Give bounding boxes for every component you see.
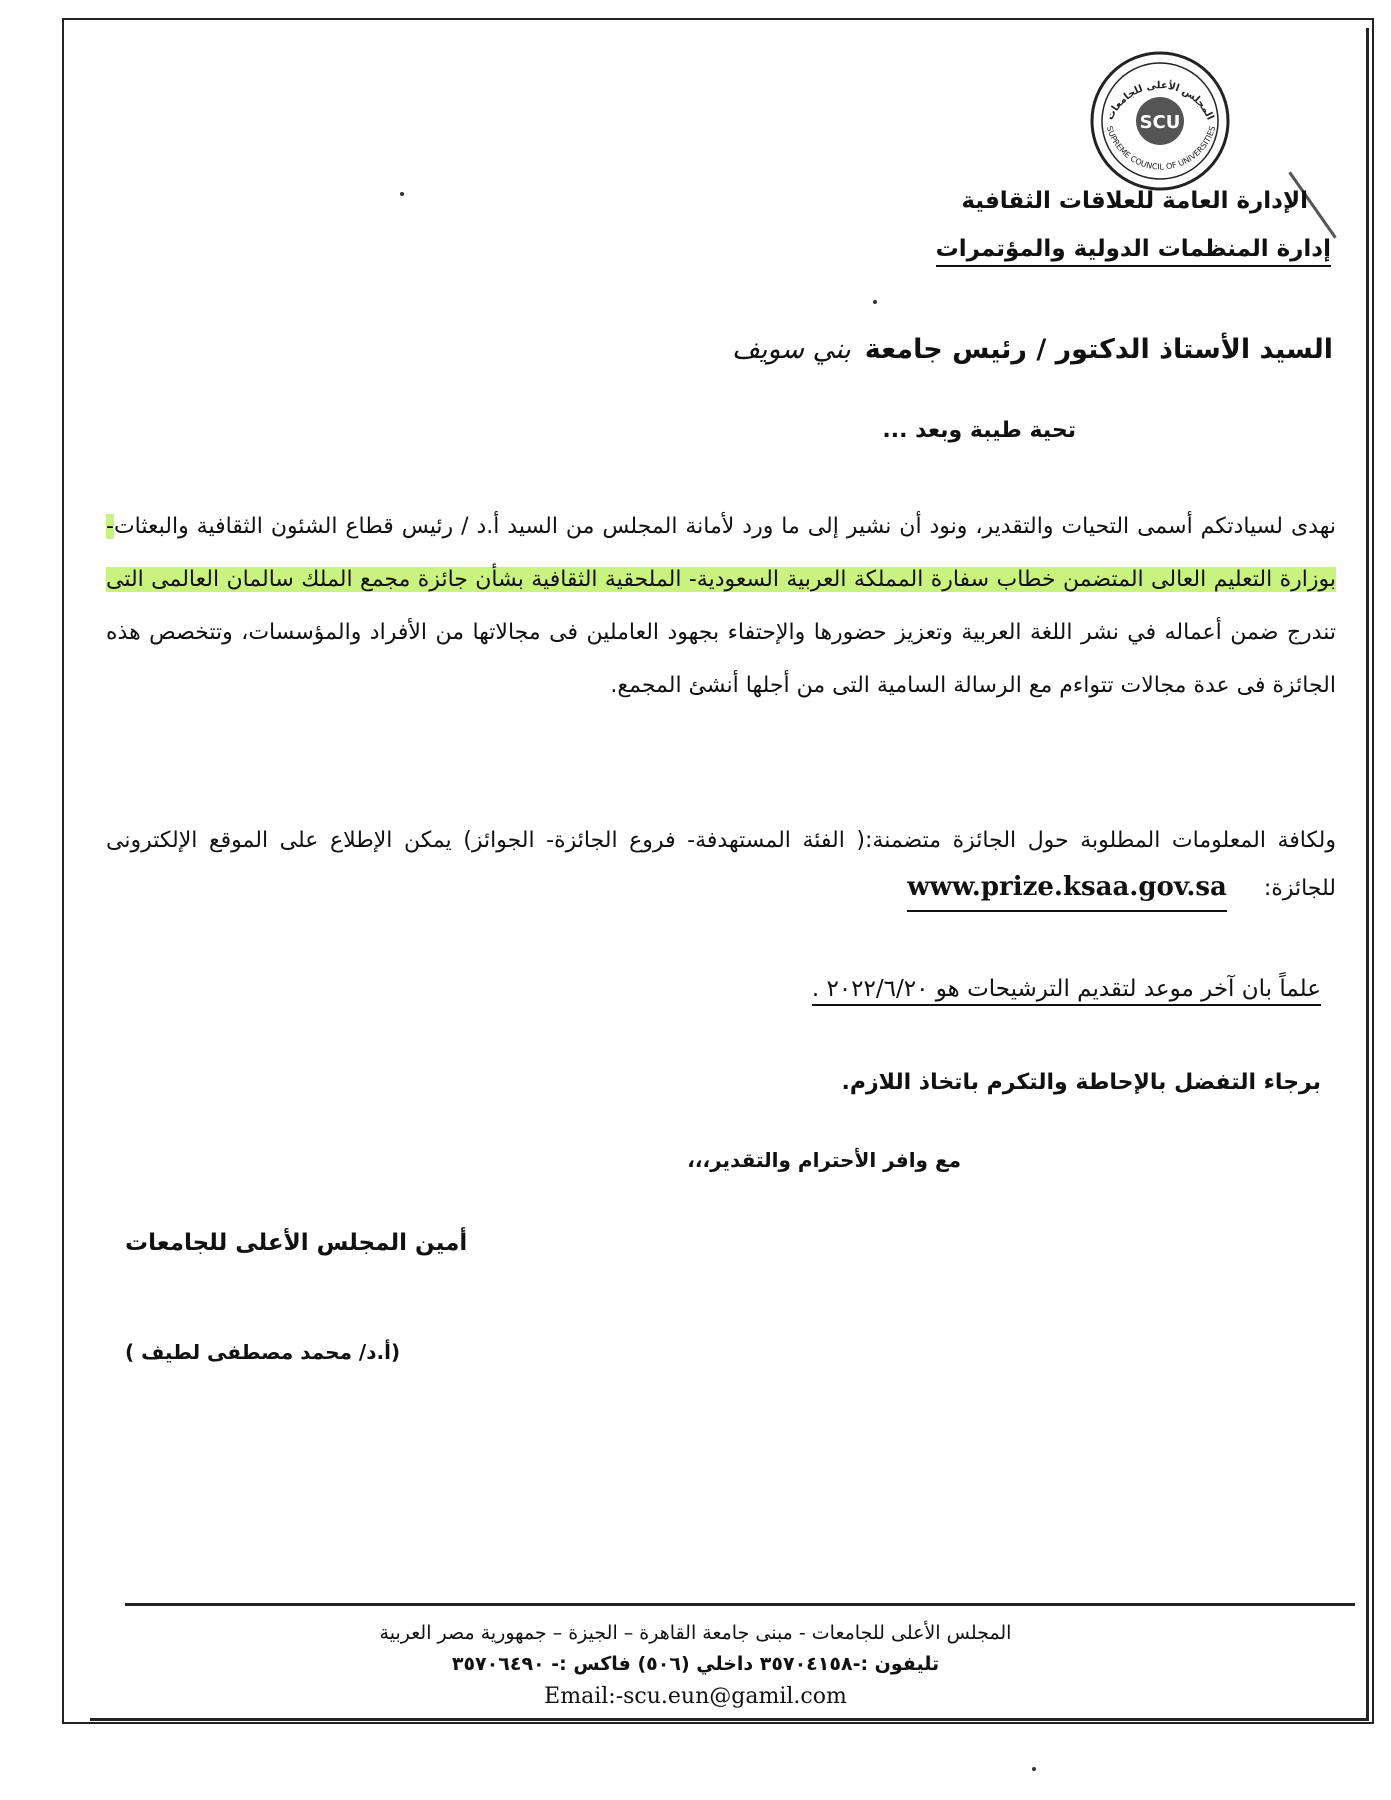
info-text: ولكافة المعلومات المطلوبة حول الجائزة متضمنة:( الفئة المستهدفة- فروع الجائزة- الجوائز) يمكن الإطلاع على الموقع الإلكترونى للجائزة: — [106, 828, 1336, 901]
department-title-2: إدارة المنظمات الدولية والمؤتمرات — [936, 236, 1331, 267]
department-title-1: الإدارة العامة للعلاقات الثقافية — [961, 188, 1308, 214]
body-part-2: تندرج ضمن أعماله في نشر اللغة العربية وتعزيز حضورها والإحتفاء بجهود العاملين فى مجالاتها من الأفراد والمؤسسات، وتتخصص هذه الجائزة فى عدة مجالات تتواءم مع الرسالة السامية التى من أجلها أنشئ المجمع. — [106, 620, 1336, 698]
scan-speck — [400, 192, 404, 196]
scu-logo — [1070, 46, 1250, 196]
body-highlighted: - بوزارة التعليم العالى المتضمن خطاب سفارة المملكة العربية السعودية- الملحقية الثقافية بشأن جائزة مجمع الملك سالمان العالمى التى — [106, 514, 1336, 592]
body-paragraph — [106, 500, 1336, 712]
prize-url[interactable]: www.prize.ksaa.gov.sa — [907, 864, 1227, 912]
footer-address: المجلس الأعلى للجامعات - مبنى جامعة القاهرة – الجيزة – جمهورية مصر العربية — [379, 1622, 1012, 1644]
signature-name: (أ.د/ محمد مصطفى لطيف ) — [125, 1340, 401, 1364]
footer-phone: تليفون :-٣٥٧٠٤١٥٨ داخلي (٥٠٦) فاكس :- ٣٥٧٠٦٤٩٠ — [451, 1653, 940, 1675]
scan-speck — [1032, 1767, 1036, 1771]
footer-divider — [125, 1603, 1355, 1606]
greeting: تحية طيبة وبعد ... — [882, 418, 1076, 443]
addressee-line — [732, 334, 1333, 365]
logo-english-text: SUPREME COUNCIL OF UNIVERSITIES — [1104, 125, 1218, 172]
logo-center-text: SCU — [1139, 112, 1181, 133]
request-line: برجاء التفضل بالإحاطة والتكرم باتخاذ اللازم. — [841, 1070, 1321, 1095]
addressee-title: السيد الأستاذ الدكتور / رئيس جامعة — [864, 334, 1333, 365]
deadline-note: علماً بان آخر موعد لتقديم الترشيحات هو ٢٠٢٢/٦/٢٠ . — [812, 976, 1321, 1006]
logo-arabic-text: المجلس الأعلى للجامعات — [1104, 80, 1216, 122]
body-part-1: نهدى لسيادتكم أسمى التحيات والتقدير، ونود أن نشير إلى ما ورد لأمانة المجلس من السيد أ.د / رئيس قطاع الشئون الثقافية والبعثات — [113, 514, 1336, 539]
closing-line: مع وافر الأحترام والتقدير،،، — [687, 1148, 961, 1172]
signature-title: أمين المجلس الأعلى للجامعات — [125, 1230, 468, 1256]
addressee-handwritten: بني سويف — [731, 334, 851, 365]
footer-email[interactable]: Email:-scu.eun@gamil.com — [544, 1684, 847, 1709]
scan-speck — [873, 300, 877, 304]
info-paragraph — [106, 818, 1336, 912]
